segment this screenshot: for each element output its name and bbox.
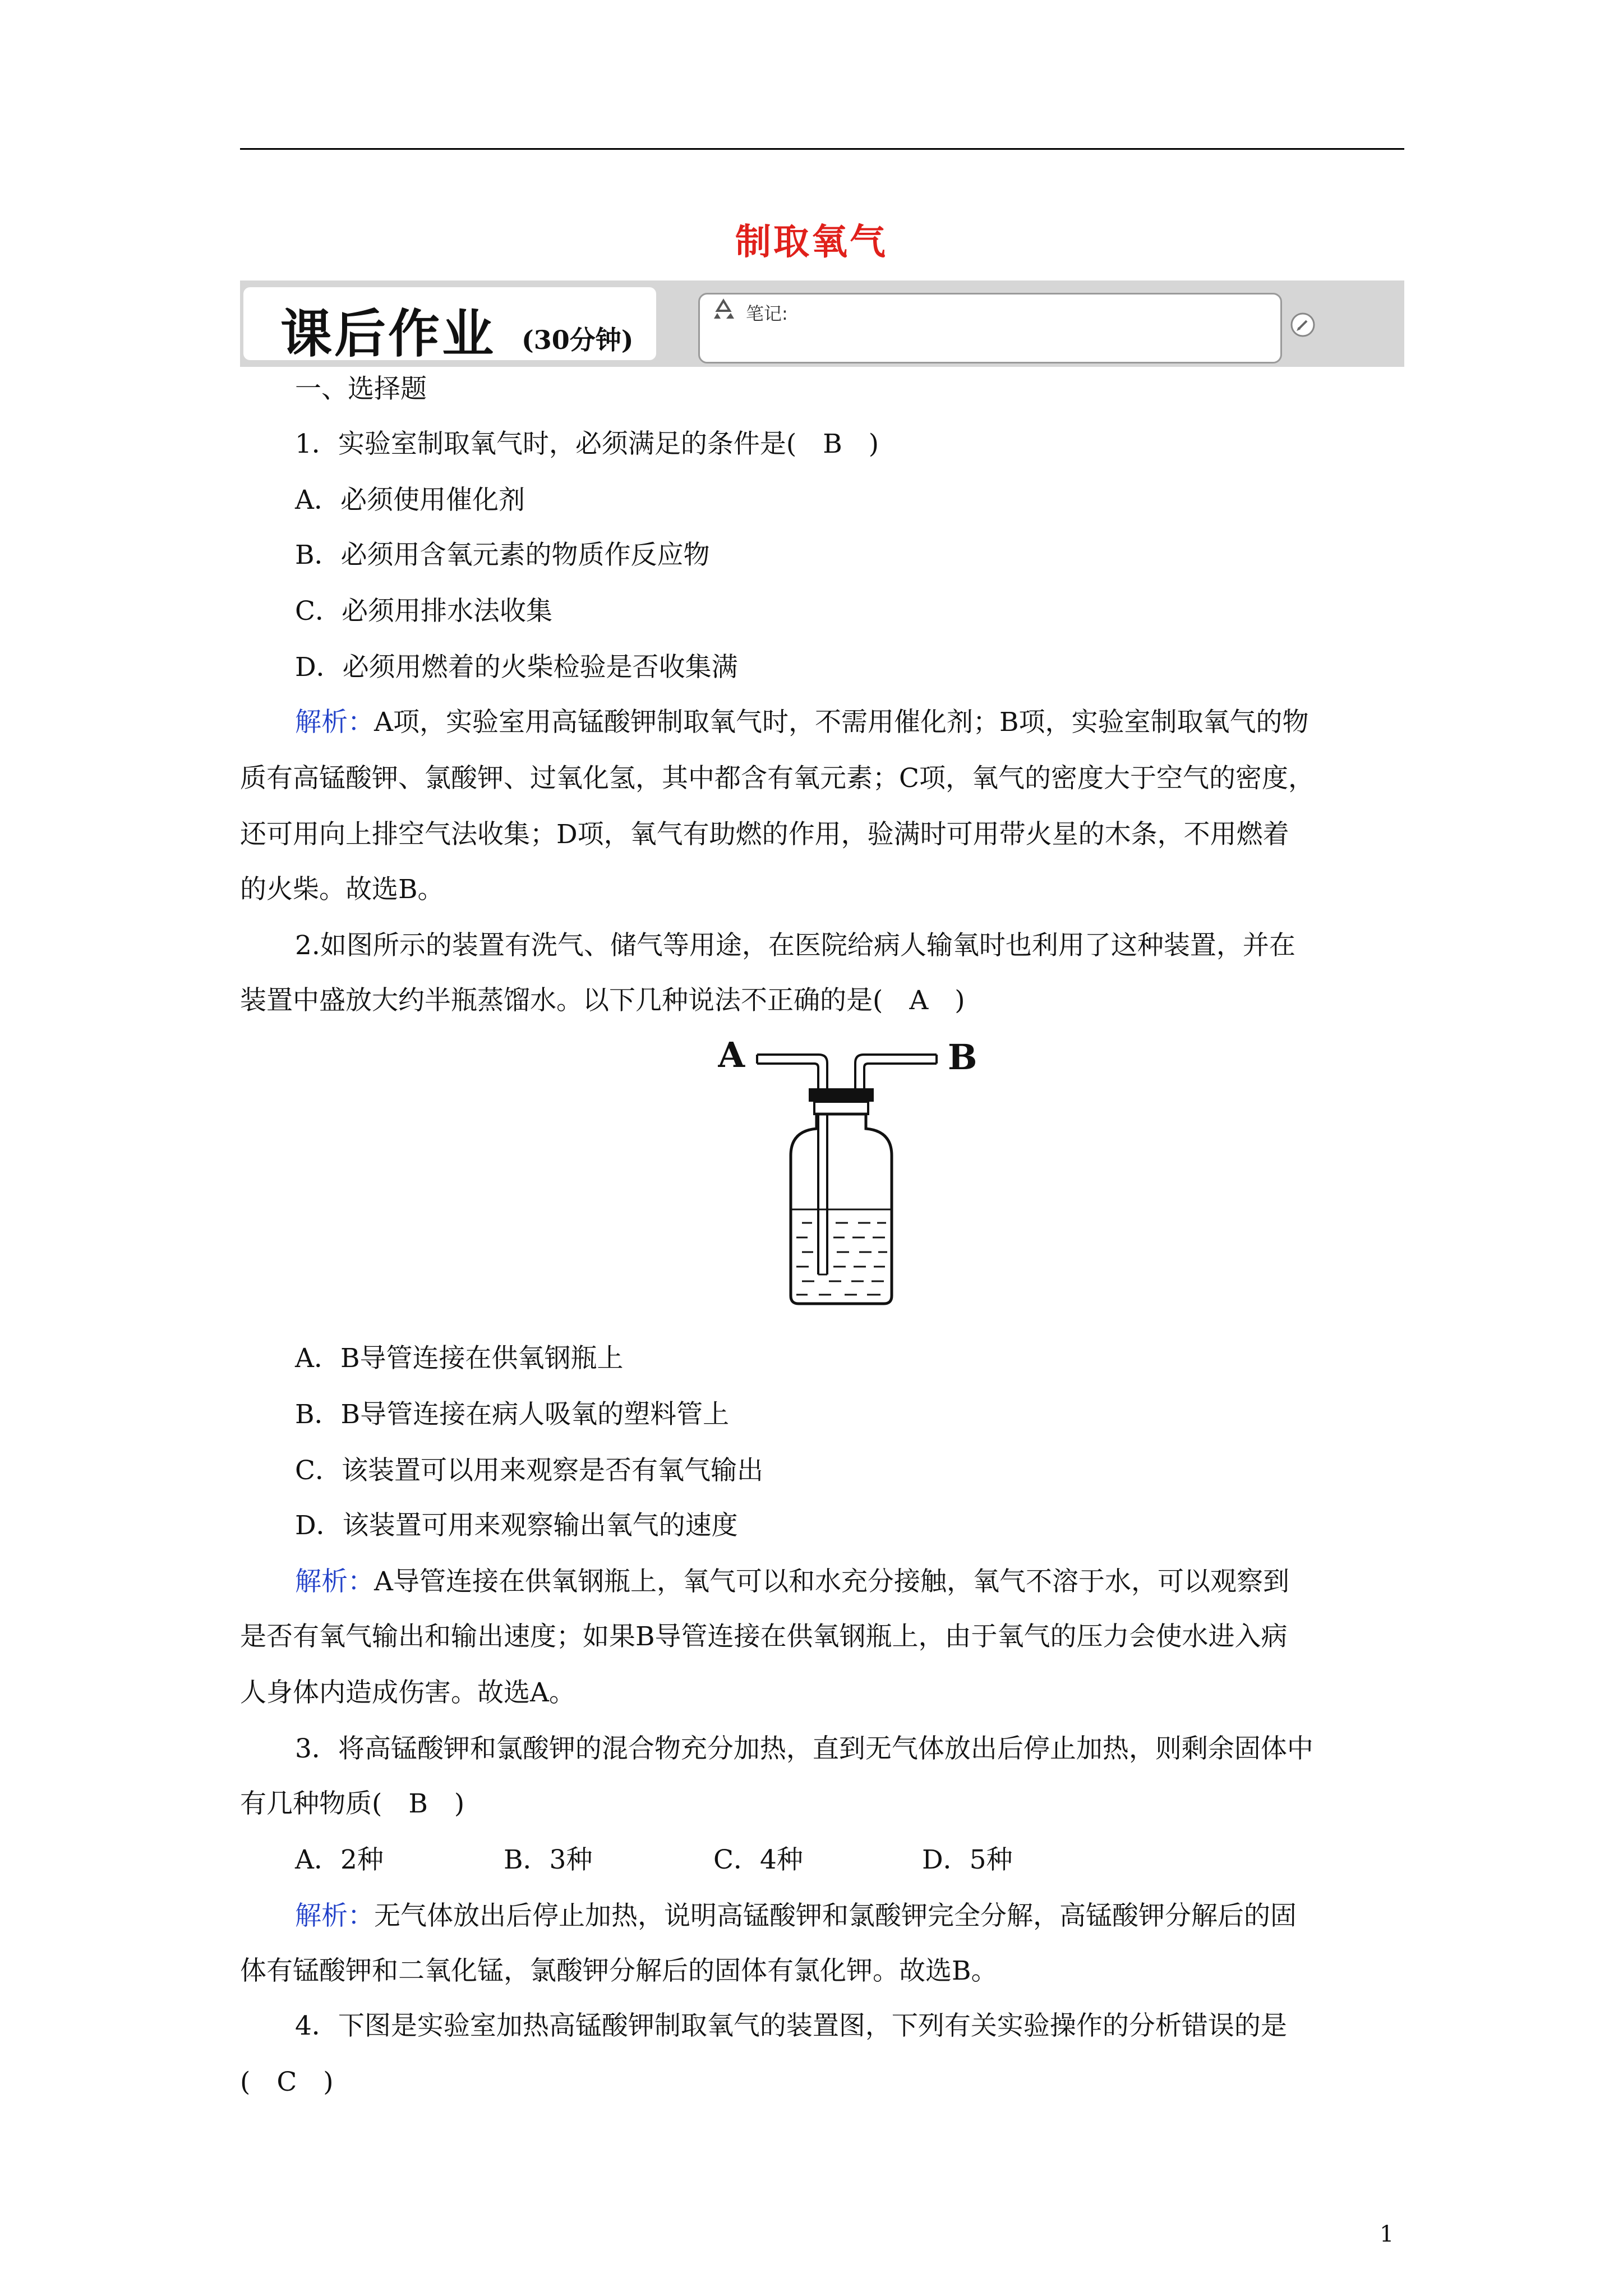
q1-explanation-line-3: 还可用向上排空气法收集；D项，氧气有助燃的作用，验满时可用带火星的木条，不用燃着 <box>240 819 1289 850</box>
q3-option-d: D．5种 <box>922 1844 1013 1875</box>
q3-explanation-text: 无气体放出后停止加热，说明高锰酸钾和氯酸钾完全分解，高锰酸钾分解后的固 <box>374 1901 1297 1931</box>
page-number: 1 <box>1380 2221 1394 2247</box>
q1-option-a: A．必须使用催化剂 <box>295 485 525 516</box>
recycle-icon <box>709 298 737 321</box>
q2-option-a: A．B导管连接在供氧钢瓶上 <box>295 1343 624 1374</box>
bottle-stopper <box>809 1088 874 1102</box>
q3-stem-line-1: 3．将高锰酸钾和氯酸钾的混合物充分加热，直到无气体放出后停止加热，则剩余固体中 <box>295 1733 1313 1764</box>
gas-washing-bottle-figure <box>718 1032 1009 1313</box>
q1-explanation-line-2: 质有高锰酸钾、氯酸钾、过氧化氢，其中都含有氧元素；C项，氧气的密度大于空气的密度， <box>240 763 1315 794</box>
q2-explanation-line-2: 是否有氧气输出和输出速度；如果B导管连接在供氧钢瓶上，由于氧气的压力会使水进入病 <box>240 1621 1288 1652</box>
q1-explanation-line-4: 的火柴。故选B。 <box>240 874 444 905</box>
q2-option-b: B．B导管连接在病人吸氧的塑料管上 <box>295 1399 730 1430</box>
q3-explanation-label: 解析： <box>295 1901 374 1931</box>
page-title: 制取氧气 <box>735 221 888 263</box>
q3-stem-line-2: 有几种物质( B ) <box>240 1788 465 1819</box>
figure-label-a: A <box>718 1034 745 1075</box>
q1-explanation-line-1 <box>295 705 1308 740</box>
q2-option-c: C．该装置可以用来观察是否有氧气输出 <box>295 1455 763 1486</box>
q3-explanation-line-1 <box>295 1898 1297 1934</box>
q1-explanation-text: A项，实验室用高锰酸钾制取氧气时，不需用催化剂；B项，实验室制取氧气的物 <box>374 707 1309 738</box>
banner-heading: 课后作业 <box>280 304 496 364</box>
q2-stem-line-1: 2.如图所示的装置有洗气、储气等用途，在医院给病人输氧时也利用了这种装置，并在 <box>295 930 1295 961</box>
q3-option-c: C．4种 <box>713 1844 803 1875</box>
q4-stem-line-2: ( C ) <box>240 2067 334 2097</box>
q2-explanation-text: A导管连接在供氧钢瓶上，氧气可以和水充分接触，氧气不溶于水，可以观察到 <box>374 1566 1289 1597</box>
q1-option-d: D．必须用燃着的火柴检验是否收集满 <box>295 652 738 683</box>
q3-explanation-line-2: 体有锰酸钾和二氧化锰，氯酸钾分解后的固体有氯化钾。故选B。 <box>240 1955 998 1986</box>
q1-option-b: B．必须用含氧元素的物质作反应物 <box>295 540 710 570</box>
q2-stem-line-2: 装置中盛放大约半瓶蒸馏水。以下几种说法不正确的是( A ) <box>240 985 965 1016</box>
notes-label: 笔记: <box>746 303 788 324</box>
section-heading: 一、选择题 <box>295 374 427 404</box>
q1-stem: 1．实验室制取氧气时，必须满足的条件是( B ) <box>295 429 879 459</box>
q2-explanation-line-1 <box>295 1564 1289 1600</box>
q2-option-d: D．该装置可用来观察输出氧气的速度 <box>295 1510 738 1541</box>
q2-explanation-label: 解析： <box>295 1566 374 1597</box>
figure-label-b: B <box>948 1037 978 1078</box>
banner-time: (30分钟) <box>522 325 634 355</box>
q1-option-c: C．必须用排水法收集 <box>295 596 552 627</box>
q4-stem-line-1: 4．下图是实验室加热高锰酸钾制取氧气的装置图，下列有关实验操作的分析错误的是 <box>295 2010 1287 2041</box>
q1-explanation-label: 解析： <box>295 707 374 738</box>
pencil-icon[interactable] <box>1290 312 1316 338</box>
header-rule <box>240 148 1404 150</box>
q3-option-b: B．3种 <box>504 1844 593 1875</box>
q2-explanation-line-3: 人身体内造成伤害。故选A。 <box>240 1677 575 1708</box>
q3-option-a: A．2种 <box>295 1844 384 1875</box>
